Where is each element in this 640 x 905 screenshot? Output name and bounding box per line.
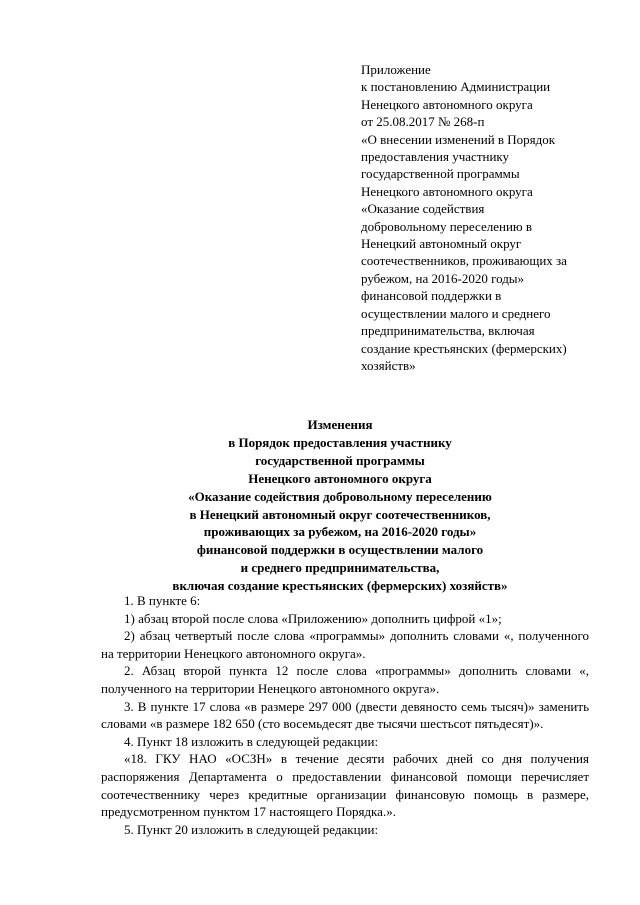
appendix-line: Ненецкого автономного округа [361,183,533,199]
heading-line: государственной программы [255,452,425,468]
appendix-line: Приложение [361,62,431,77]
document-heading [150,416,530,595]
body-paragraph: 3. В пункте 17 слова «в размере 297 000 (двести девяносто семь тысяч)» заменить словами «в размере 182 650 (сто восемьдесят две тысячи шестьсот пятьдесят)». [101,698,589,732]
body-paragraph: 5. Пункт 20 изложить в следующей редакции: [124,821,379,837]
heading-line: в Ненецкий автономный округ соотечественников, [189,506,491,522]
body-paragraph: 4. Пункт 18 изложить в следующей редакции: [124,733,379,749]
appendix-line: предоставления участнику [361,149,510,165]
appendix-line: соотечественников, проживающих за [361,253,567,269]
appendix-line: осуществлении малого и среднего [361,305,551,321]
appendix-line: Ненецкий автономный округ [361,236,522,252]
appendix-line: от 25.08.2017 № 268-п [361,114,485,130]
appendix-line: предпринимательства, включая [361,323,535,339]
heading-line: «Оказание содействия добровольному переселению [188,488,492,504]
heading-line: проживающих за рубежом, на 2016-2020 годы» [203,524,477,540]
appendix-line: финансовой поддержки в [361,288,502,304]
heading-line: Ненецкого автономного округа [248,470,432,486]
body-paragraph: 2) абзац четвертый после слова «программы» дополнить словами «, полученного на территории Ненецкого автономного округа». [101,628,589,661]
appendix-line: к постановлению Администрации [361,79,551,95]
heading-line: и среднего предпринимательства, [240,560,440,576]
appendix-line: «Оказание содействия [361,201,485,217]
appendix-line: рубежом, на 2016-2020 годы» [361,270,525,286]
body-paragraph: «18. ГКУ НАО «ОСЗН» в течение десяти рабочих дней со дня получения распоряжения Департамента о предоставлении финансовой помощи перечисляет соотечественнику через кредитные организации финансовую помощь в размере, предусмотренном пунктом 17 настоящего Порядка.». [101,751,589,820]
heading-line: финансовой поддержки в осуществлении малого [196,542,484,558]
appendix-line: «О внесении изменений в Порядок [361,131,556,147]
document-body [101,592,589,838]
heading-line: в Порядок предоставления участнику [228,434,452,450]
heading-line: Изменения [307,417,373,432]
body-paragraph: 2. Абзац второй пункта 12 после слова «программы» дополнить словами «, полученного на территории Ненецкого автономного округа». [101,663,589,696]
heading-line: включая создание крестьянских (фермерских) хозяйств» [172,578,508,594]
appendix-block [361,61,601,374]
appendix-line: хозяйств» [361,357,416,373]
appendix-line: добровольному переселению в [361,218,532,234]
body-paragraph: 1. В пункте 6: [124,593,201,608]
body-paragraph: 1) абзац второй после слова «Приложению» дополнить цифрой «1»; [124,610,502,626]
appendix-line: государственной программы [361,166,520,182]
appendix-line: Ненецкого автономного округа [361,96,533,112]
appendix-line: создание крестьянских (фермерских) [361,340,567,356]
